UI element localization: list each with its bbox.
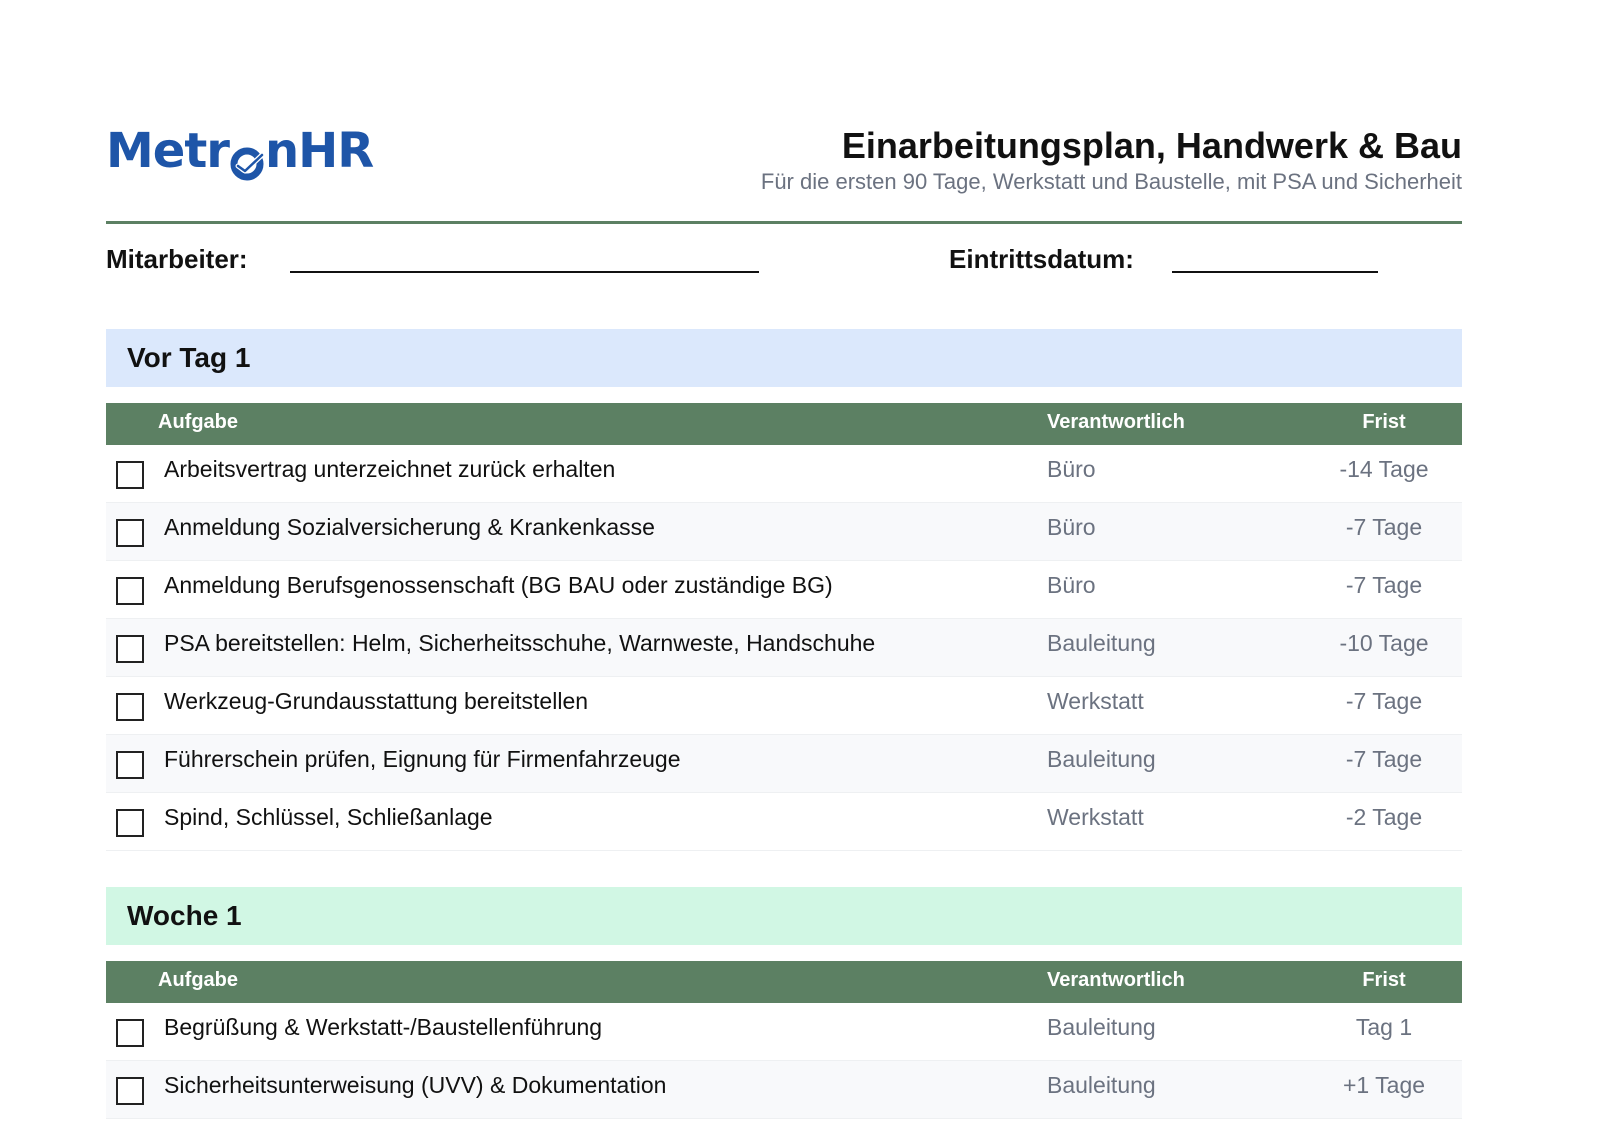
task-text: Sicherheitsunterweisung (UVV) & Dokumentation — [164, 1072, 667, 1098]
task-row — [106, 445, 1462, 503]
column-header-owner: Verantwortlich — [1047, 411, 1185, 433]
task-row — [106, 793, 1462, 851]
task-text: Werkzeug-Grundausstattung bereitstellen — [164, 688, 589, 714]
task-owner: Büro — [1047, 514, 1096, 540]
task-row — [106, 677, 1462, 735]
task-owner: Werkstatt — [1047, 804, 1144, 830]
page-subtitle: Für die ersten 90 Tage, Werkstatt und Baustelle, mit PSA und Sicherheit — [760, 169, 1462, 194]
section-week-1 — [106, 887, 1462, 1119]
task-row — [106, 619, 1462, 677]
section-title: Vor Tag 1 — [106, 329, 1462, 387]
table-header — [106, 961, 1462, 1003]
task-due: -7 Tage — [1345, 746, 1423, 772]
task-due: Tag 1 — [1355, 1014, 1413, 1040]
column-header-due: Frist — [1362, 969, 1406, 991]
section-title: Woche 1 — [106, 887, 1462, 945]
task-text: Spind, Schlüssel, Schließanlage — [164, 804, 493, 830]
task-due: +1 Tage — [1342, 1072, 1426, 1098]
task-owner: Büro — [1047, 456, 1096, 482]
task-row — [106, 1061, 1462, 1119]
column-header-owner: Verantwortlich — [1047, 969, 1185, 991]
task-row — [106, 1003, 1462, 1061]
task-due: -7 Tage — [1345, 572, 1423, 598]
start-date-label: Eintrittsdatum: — [949, 244, 1134, 274]
task-owner: Büro — [1047, 572, 1096, 598]
title-block — [761, 126, 1462, 196]
logo-text-right: nHR — [264, 123, 374, 179]
task-due: -7 Tage — [1345, 688, 1423, 714]
employee-field-line[interactable] — [290, 271, 759, 273]
task-text: Begrüßung & Werkstatt-/Baustellenführung — [164, 1014, 603, 1040]
task-due: -2 Tage — [1345, 804, 1423, 830]
task-row — [106, 561, 1462, 619]
task-owner: Bauleitung — [1047, 1014, 1156, 1040]
task-row — [106, 735, 1462, 793]
logo-text-left: Metr — [106, 123, 229, 179]
task-text: Arbeitsvertrag unterzeichnet zurück erhalten — [164, 456, 616, 482]
task-checkbox[interactable] — [116, 519, 144, 547]
task-due: -7 Tage — [1345, 514, 1423, 540]
start-date-field-line[interactable] — [1172, 271, 1378, 273]
task-owner: Bauleitung — [1047, 746, 1156, 772]
task-checkbox[interactable] — [116, 693, 144, 721]
task-row — [106, 503, 1462, 561]
employee-label: Mitarbeiter: — [106, 244, 248, 274]
task-checkbox[interactable] — [116, 635, 144, 663]
task-checkbox[interactable] — [116, 577, 144, 605]
task-due: -10 Tage — [1339, 630, 1429, 656]
column-header-due: Frist — [1362, 411, 1406, 433]
column-header-task: Aufgabe — [158, 411, 238, 433]
logo-check-o-icon — [230, 137, 264, 171]
company-logo — [106, 122, 373, 180]
task-text: Führerschein prüfen, Eignung für Firmenfahrzeuge — [164, 746, 681, 772]
task-owner: Werkstatt — [1047, 688, 1144, 714]
header-divider — [106, 221, 1462, 224]
task-checkbox[interactable] — [116, 751, 144, 779]
page-title: Einarbeitungsplan, Handwerk & Bau — [841, 125, 1462, 166]
task-due: -14 Tage — [1339, 456, 1429, 482]
task-checkbox[interactable] — [116, 1019, 144, 1047]
task-checkbox[interactable] — [116, 1077, 144, 1105]
table-header — [106, 403, 1462, 445]
task-text: Anmeldung Berufsgenossenschaft (BG BAU oder zuständige BG) — [164, 572, 833, 598]
task-checkbox[interactable] — [116, 461, 144, 489]
task-owner: Bauleitung — [1047, 1072, 1156, 1098]
section-before-day-1 — [106, 329, 1462, 851]
column-header-task: Aufgabe — [158, 969, 238, 991]
task-checkbox[interactable] — [116, 809, 144, 837]
task-text: Anmeldung Sozialversicherung & Krankenkasse — [164, 514, 655, 540]
task-text: PSA bereitstellen: Helm, Sicherheitsschuhe, Warnweste, Handschuhe — [164, 630, 876, 656]
task-owner: Bauleitung — [1047, 630, 1156, 656]
